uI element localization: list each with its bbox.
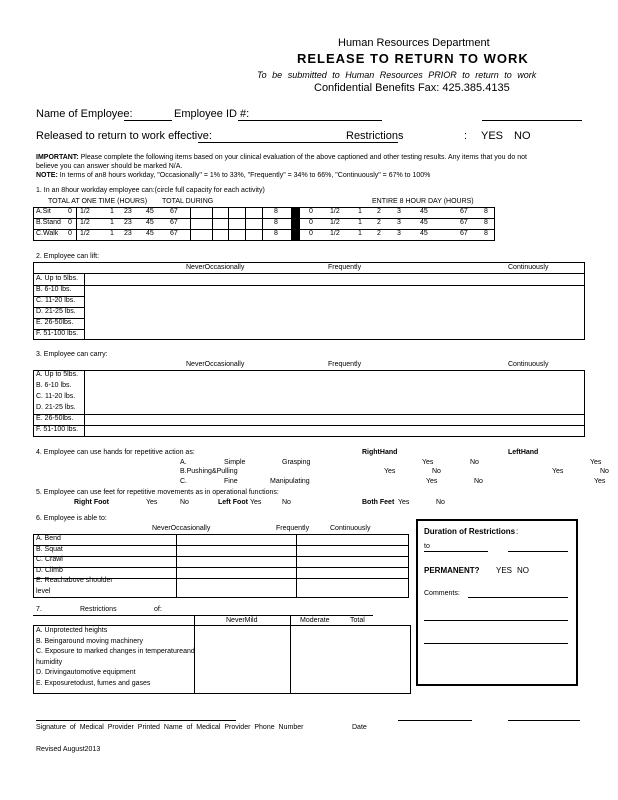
s5-rf-no[interactable]: No bbox=[180, 499, 189, 506]
s2-item: C. 11-20 lbs. bbox=[36, 297, 76, 304]
important-line1 bbox=[36, 154, 527, 161]
s1-cell-value[interactable]: 8 bbox=[484, 219, 488, 226]
s4-manipulating: Manipulating bbox=[270, 478, 310, 485]
released-label: Released to return to work effective: bbox=[36, 130, 212, 142]
s5-lf-yes[interactable]: Yes bbox=[250, 499, 262, 506]
s7-item: B. Beingaround moving machinery bbox=[36, 637, 144, 645]
s4-fine: Fine bbox=[224, 478, 238, 485]
s1-cell-value[interactable]: 1 bbox=[110, 230, 114, 237]
s2-never-occ: NeverOccasionally bbox=[186, 264, 245, 271]
s2-row-line bbox=[33, 285, 585, 286]
s7-total: Total bbox=[350, 617, 365, 624]
s2-item: D. 21-25 lbs. bbox=[36, 308, 76, 315]
s1-cell-value[interactable]: 67 bbox=[460, 208, 468, 215]
s3-never-occ: NeverOccasionally bbox=[186, 361, 245, 368]
s2-row-line bbox=[33, 318, 85, 319]
s7-item: C. Exposure to marked changes in temperatureand bbox=[36, 648, 195, 655]
s2-frequently: Frequently bbox=[328, 264, 362, 271]
s1-col-line bbox=[76, 207, 77, 241]
s4-lh-no-b[interactable]: No bbox=[600, 468, 609, 475]
s4-rh-yes-a[interactable]: Yes bbox=[422, 459, 434, 466]
s1-cell-value[interactable]: 67 bbox=[170, 230, 178, 237]
s1-cell-value[interactable]: 45 bbox=[146, 230, 154, 237]
s4-b: B.Pushing&Pulling bbox=[180, 468, 238, 475]
s2-item: F. 51-100 lbs. bbox=[36, 330, 79, 337]
s3-item: F. 51-100 lbs. bbox=[36, 426, 79, 433]
s3-row-line bbox=[33, 414, 585, 415]
section1-total-header: TOTAL AT ONE TIME (HOURS) bbox=[48, 198, 148, 205]
s2-item: E. 26-50lbs. bbox=[36, 319, 74, 326]
form-subtitle: To be submitted to Human Resources PRIOR to return to work bbox=[257, 70, 537, 80]
restrictions-label: Restrictions bbox=[346, 130, 404, 142]
s4-rh-no-c[interactable]: No bbox=[474, 478, 483, 485]
permanent-yes[interactable]: YES bbox=[496, 566, 513, 575]
s1-cell-value[interactable]: 1 bbox=[358, 230, 362, 237]
permanent-no[interactable]: NO bbox=[517, 566, 529, 575]
fax-line: Confidential Benefits Fax: 425.385.4135 bbox=[314, 82, 510, 94]
comments-line-3[interactable] bbox=[424, 643, 568, 644]
section4-title: 4. Employee can use hands for repetitive action as: bbox=[36, 449, 195, 456]
s1-cell-value[interactable]: 2 bbox=[377, 230, 381, 237]
note-line bbox=[36, 172, 430, 179]
s1-cell-value[interactable]: 45 bbox=[146, 208, 154, 215]
s6-row-line bbox=[33, 578, 409, 579]
s7-num: 7. bbox=[36, 606, 42, 613]
s3-item: A. Up to 5lbs. bbox=[36, 371, 79, 378]
duration-to-field[interactable] bbox=[508, 551, 568, 552]
important-line2: believe you can answer should be marked N/A. bbox=[36, 163, 183, 170]
s4-lh-yes-a[interactable]: Yes bbox=[590, 459, 602, 466]
s2-row-line bbox=[33, 296, 85, 297]
s3-item: D. 21-25 lbs. bbox=[36, 404, 76, 411]
s6-col-line bbox=[296, 534, 297, 598]
s7-never-mild: NeverMild bbox=[226, 617, 258, 624]
form-title: RELEASE TO RETURN TO WORK bbox=[297, 51, 529, 66]
s3-item: C. 11-20 lbs. bbox=[36, 393, 76, 400]
s4-a: A. bbox=[180, 459, 187, 466]
s1-row-label: A.Sit bbox=[36, 208, 51, 215]
s1-cell-value[interactable]: 1/2 bbox=[80, 219, 90, 226]
s1-cell-value[interactable]: 0 bbox=[309, 219, 313, 226]
s1-cell-value[interactable]: 23 bbox=[124, 208, 132, 215]
s4-grasping: Grasping bbox=[282, 459, 311, 466]
signature-line[interactable] bbox=[36, 720, 236, 721]
s4-simple: Simple bbox=[224, 459, 246, 466]
employee-id-field[interactable] bbox=[238, 120, 382, 121]
s1-cell-value[interactable]: 67 bbox=[170, 208, 178, 215]
s1-cell-value[interactable]: 1 bbox=[110, 219, 114, 226]
s1-cell-value[interactable]: 2 bbox=[377, 208, 381, 215]
s7-item: humidity bbox=[36, 658, 63, 666]
s4-left-hand: LeftHand bbox=[508, 449, 539, 456]
s6-item: level bbox=[36, 587, 51, 595]
s1-cell-value[interactable]: 8 bbox=[484, 230, 488, 237]
s1-row-label: C.Walk bbox=[36, 230, 59, 237]
section3-table bbox=[33, 370, 585, 437]
s1-cell-value[interactable]: 23 bbox=[124, 219, 132, 226]
employee-id-label: Employee ID #: bbox=[174, 108, 250, 120]
s1-cell-value[interactable]: 1 bbox=[358, 208, 362, 215]
s6-item: E. Reachabove shoulder bbox=[36, 577, 113, 584]
section6-table bbox=[33, 534, 409, 598]
s5-rf-yes[interactable]: Yes bbox=[146, 499, 158, 506]
s6-col-line bbox=[176, 534, 177, 598]
s1-cell-value[interactable]: 1/2 bbox=[80, 230, 90, 237]
s3-item: E. 26-50lbs. bbox=[36, 415, 74, 422]
s3-continuously: Continuously bbox=[508, 361, 549, 368]
section2-title: 2. Employee can lift: bbox=[36, 253, 100, 260]
s1-cell-value[interactable]: 0 bbox=[68, 208, 72, 215]
s7-restrictions: Restrictions bbox=[80, 606, 117, 613]
s1-cell-value[interactable]: 0 bbox=[68, 230, 72, 237]
s1-cell-value[interactable]: 3 bbox=[397, 208, 401, 215]
s6-frequently: Frequently bbox=[276, 525, 310, 532]
s6-item: B. Squat bbox=[36, 545, 63, 553]
s1-cell-value[interactable]: 67 bbox=[460, 219, 468, 226]
comments-label: Comments: bbox=[424, 590, 460, 597]
s1-cell-value[interactable]: 67 bbox=[170, 219, 178, 226]
s5-left-foot: Left Foot bbox=[218, 499, 248, 506]
section5-title: 5. Employee can use feet for repetitive movements as in operational functions: bbox=[36, 489, 279, 496]
s1-cell-value[interactable]: 8 bbox=[484, 208, 488, 215]
duration-to: to bbox=[424, 543, 430, 550]
s4-right-hand: RightHand bbox=[362, 449, 398, 456]
note-text: In terms of an8 hours workday, "Occasionally" = 1% to 33%, "Frequently" = 34% to 66%, "Continuously" = 67% to 100% bbox=[59, 172, 431, 179]
s1-black-divider bbox=[291, 207, 300, 241]
employee-name-label: Name of Employee: bbox=[36, 108, 133, 120]
s6-row-line bbox=[33, 545, 409, 546]
s1-cell-value[interactable]: 0 bbox=[68, 219, 72, 226]
s1-cell-value[interactable]: 1/2 bbox=[330, 208, 340, 215]
extra-field[interactable] bbox=[482, 120, 582, 121]
s1-cell-value[interactable]: 3 bbox=[397, 219, 401, 226]
s4-c: C. bbox=[180, 478, 187, 485]
s1-col-line bbox=[228, 207, 229, 241]
s5-lf-no[interactable]: No bbox=[282, 499, 291, 506]
s6-row-line bbox=[33, 556, 409, 557]
s6-continuously: Continuously bbox=[330, 525, 371, 532]
s2-item: A. Up to 5lbs. bbox=[36, 275, 79, 282]
s5-bf-yes[interactable]: Yes bbox=[398, 499, 410, 506]
s1-cell-value[interactable]: 23 bbox=[124, 230, 132, 237]
s6-item: D. Climb bbox=[36, 566, 63, 574]
s7-item: A. Unprotected heights bbox=[36, 627, 108, 634]
s6-item: A. Bend bbox=[36, 535, 61, 542]
important-text: Please complete the following items based on your clinical evaluation of the above captioned and other testing results. Any items that you do not bbox=[80, 154, 527, 161]
s1-cell-value[interactable]: 1/2 bbox=[80, 208, 90, 215]
s4-rh-no-b[interactable]: No bbox=[432, 468, 441, 475]
s1-cell-value[interactable]: 1/2 bbox=[330, 219, 340, 226]
s2-row-line bbox=[33, 329, 85, 330]
signature-line-3[interactable] bbox=[508, 720, 580, 721]
s3-item: B. 6-10 lbs. bbox=[36, 382, 72, 389]
s1-cell-value[interactable]: 8 bbox=[274, 230, 278, 237]
restrictions-no[interactable]: NO bbox=[514, 130, 531, 142]
s4-rh-no-a[interactable]: No bbox=[470, 459, 479, 466]
restrictions-colon: : bbox=[464, 130, 468, 142]
s1-cell-value[interactable]: 1 bbox=[110, 208, 114, 215]
department-name: Human Resources Department bbox=[338, 37, 490, 49]
duration-box bbox=[416, 519, 578, 686]
s1-row-label: B.Stand bbox=[36, 219, 61, 226]
signature-date: Date bbox=[352, 724, 367, 731]
s3-col-line bbox=[84, 370, 85, 437]
s1-cell-value[interactable]: 45 bbox=[420, 208, 428, 215]
released-date-field[interactable] bbox=[198, 142, 398, 143]
s5-right-foot: Right Foot bbox=[74, 499, 109, 506]
s7-top-line bbox=[33, 615, 373, 616]
section1-during-header: TOTAL DURING bbox=[162, 198, 214, 205]
s3-row-line bbox=[33, 425, 585, 426]
s1-col-line bbox=[212, 207, 213, 241]
s1-cell-value[interactable]: 45 bbox=[146, 219, 154, 226]
restrictions-yes[interactable]: YES bbox=[481, 130, 504, 142]
note-label: NOTE: bbox=[36, 172, 58, 179]
s4-rh-yes-c[interactable]: Yes bbox=[426, 478, 438, 485]
duration-colon: : bbox=[516, 527, 519, 536]
section6-title: 6. Employee is able to: bbox=[36, 515, 107, 522]
s2-continuously: Continuously bbox=[508, 264, 549, 271]
s1-cell-value[interactable]: 0 bbox=[309, 208, 313, 215]
s7-moderate: Moderate bbox=[300, 617, 330, 624]
revised-note: Revised August2013 bbox=[36, 746, 101, 753]
s1-cell-value[interactable]: 45 bbox=[420, 230, 428, 237]
s7-of: of: bbox=[154, 606, 162, 613]
s1-cell-value[interactable]: 8 bbox=[274, 219, 278, 226]
s6-never-occ: NeverOccasionally bbox=[152, 525, 211, 532]
section1-title: 1. In an 8hour workday employee can:(circle full capacity for each activity) bbox=[36, 187, 265, 194]
section1-entire-header: ENTIRE 8 HOUR DAY (HOURS) bbox=[372, 198, 474, 205]
s2-item: B. 6-10 lbs. bbox=[36, 286, 72, 293]
s1-cell-value[interactable]: 1/2 bbox=[330, 230, 340, 237]
s3-frequently: Frequently bbox=[328, 361, 362, 368]
s6-item: C. Crawl bbox=[36, 556, 63, 563]
s1-cell-value[interactable]: 8 bbox=[274, 208, 278, 215]
section3-title: 3. Employee can carry: bbox=[36, 351, 108, 358]
s4-lh-yes-c[interactable]: Yes bbox=[594, 478, 606, 485]
duration-title: Duration of Restrictions bbox=[424, 527, 516, 536]
duration-from-field[interactable] bbox=[424, 551, 488, 552]
s7-item: E. Exposuretodust, fumes and gases bbox=[36, 679, 151, 687]
s2-row-line bbox=[33, 307, 85, 308]
s4-lh-yes-b[interactable]: Yes bbox=[552, 468, 564, 475]
s1-cell-value[interactable]: 45 bbox=[420, 219, 428, 226]
comments-line-1[interactable] bbox=[468, 597, 568, 598]
s7-col-line bbox=[290, 615, 291, 694]
s1-cell-value[interactable]: 67 bbox=[460, 230, 468, 237]
s2-header-line bbox=[33, 273, 585, 274]
s1-col-line bbox=[262, 207, 263, 241]
s5-bf-no[interactable]: No bbox=[436, 499, 445, 506]
s1-cell-value[interactable]: 2 bbox=[377, 219, 381, 226]
s1-cell-value[interactable]: 0 bbox=[309, 230, 313, 237]
permanent-label: PERMANENT? bbox=[424, 566, 480, 575]
s5-both-feet: Both Feet bbox=[362, 499, 395, 506]
signature-line-2[interactable] bbox=[398, 720, 472, 721]
s6-row-line bbox=[33, 567, 409, 568]
s1-cell-value[interactable]: 1 bbox=[358, 219, 362, 226]
s1-col-line bbox=[190, 207, 191, 241]
s4-rh-yes-b[interactable]: Yes bbox=[384, 468, 396, 475]
comments-line-2[interactable] bbox=[424, 620, 568, 621]
employee-name-field[interactable] bbox=[124, 120, 172, 121]
s1-col-line bbox=[245, 207, 246, 241]
important-label: IMPORTANT: bbox=[36, 154, 79, 161]
signature-caption: Signature of Medical Provider Printed Name of Medical Provider Phone Number bbox=[36, 724, 304, 731]
s1-cell-value[interactable]: 3 bbox=[397, 230, 401, 237]
s7-item: D. Drivingautomotive equipment bbox=[36, 669, 136, 676]
